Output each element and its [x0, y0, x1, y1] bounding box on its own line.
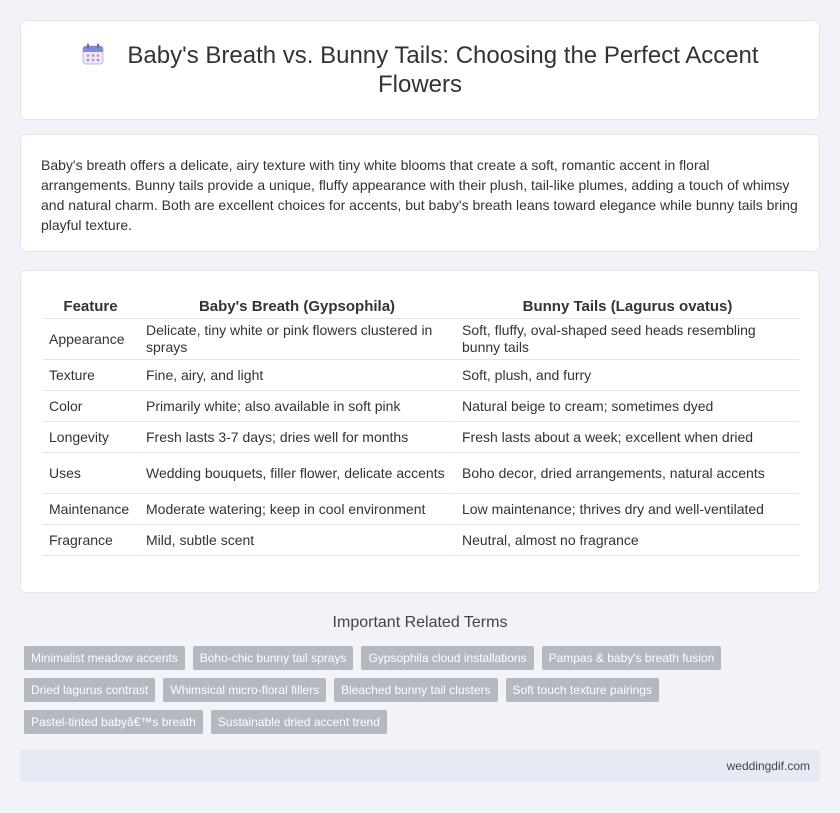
- header-card: [20, 20, 820, 120]
- related-terms-title: Important Related Terms: [332, 614, 508, 631]
- table-cell-feature: Maintenance: [43, 494, 138, 525]
- table-cell-babys-breath: Fine, airy, and light: [138, 360, 454, 391]
- page-title: [81, 41, 759, 99]
- related-term-tag[interactable]: Pampas & baby's breath fusion: [542, 646, 722, 670]
- table-row: [43, 453, 799, 494]
- related-term-tag[interactable]: Pastel-tinted babyâ€™s breath: [24, 710, 203, 734]
- table-cell-bunny-tails: Boho decor, dried arrangements, natural accents: [454, 453, 799, 494]
- comparison-card: [20, 270, 820, 593]
- footer-site-link[interactable]: weddingdif.com: [726, 759, 810, 773]
- related-term-tag[interactable]: Bleached bunny tail clusters: [334, 678, 497, 702]
- table-cell-bunny-tails: Natural beige to cream; sometimes dyed: [454, 391, 799, 422]
- table-cell-babys-breath: Fresh lasts 3-7 days; dries well for months: [138, 422, 454, 453]
- related-term-tag[interactable]: Minimalist meadow accents: [24, 646, 185, 670]
- table-header-babys-breath: Baby's Breath (Gypsophila): [138, 293, 454, 319]
- related-term-tag[interactable]: Dried lagurus contrast: [24, 678, 155, 702]
- table-header-row: [43, 293, 799, 319]
- table-cell-bunny-tails: Neutral, almost no fragrance: [454, 525, 799, 556]
- table-cell-babys-breath: Moderate watering; keep in cool environment: [138, 494, 454, 525]
- related-term-tag[interactable]: Boho-chic bunny tail sprays: [193, 646, 354, 670]
- table-row: [43, 422, 799, 453]
- intro-paragraph: Baby's breath offers a delicate, airy texture with tiny white blooms that create a soft, romantic accent in floral arrangements. Bunny tails provide a unique, fluffy appearance with their plush, tail-like plumes, adding a touch of whimsy and natural charm. Both are excellent choices for accents, but baby's breath leans toward elegance while bunny tails bring playful texture.: [41, 157, 798, 233]
- table-cell-bunny-tails: Soft, plush, and furry: [454, 360, 799, 391]
- table-cell-babys-breath: Delicate, tiny white or pink flowers clustered in sprays: [138, 319, 454, 360]
- table-header-feature: Feature: [43, 293, 138, 319]
- related-term-tag[interactable]: Whimsical micro-floral fillers: [163, 678, 326, 702]
- table-cell-babys-breath: Primarily white; also available in soft pink: [138, 391, 454, 422]
- table-cell-bunny-tails: Soft, fluffy, oval-shaped seed heads resembling bunny tails: [454, 319, 799, 360]
- table-cell-feature: Uses: [43, 453, 138, 494]
- comparison-table: [43, 293, 799, 556]
- table-row: [43, 525, 799, 556]
- table-row: [43, 319, 799, 360]
- related-term-tag[interactable]: Soft touch texture pairings: [506, 678, 659, 702]
- table-cell-bunny-tails: Low maintenance; thrives dry and well-ventilated: [454, 494, 799, 525]
- related-terms-list: [24, 646, 804, 734]
- calendar-icon: [81, 42, 105, 66]
- table-cell-babys-breath: Mild, subtle scent: [138, 525, 454, 556]
- table-cell-feature: Longevity: [43, 422, 138, 453]
- page-title-text: Baby's Breath vs. Bunny Tails: Choosing the Perfect Accent Flowers: [127, 42, 759, 98]
- table-cell-feature: Appearance: [43, 319, 138, 360]
- table-row: [43, 391, 799, 422]
- table-cell-feature: Color: [43, 391, 138, 422]
- table-cell-feature: Texture: [43, 360, 138, 391]
- table-header-bunny-tails: Bunny Tails (Lagurus ovatus): [454, 293, 799, 319]
- table-cell-babys-breath: Wedding bouquets, filler flower, delicate accents: [138, 453, 454, 494]
- related-term-tag[interactable]: Sustainable dried accent trend: [211, 710, 387, 734]
- related-term-tag[interactable]: Gypsophila cloud installations: [361, 646, 533, 670]
- footer: [20, 750, 820, 782]
- table-row: [43, 494, 799, 525]
- intro-card: [20, 134, 820, 252]
- table-row: [43, 360, 799, 391]
- table-cell-bunny-tails: Fresh lasts about a week; excellent when dried: [454, 422, 799, 453]
- table-cell-feature: Fragrance: [43, 525, 138, 556]
